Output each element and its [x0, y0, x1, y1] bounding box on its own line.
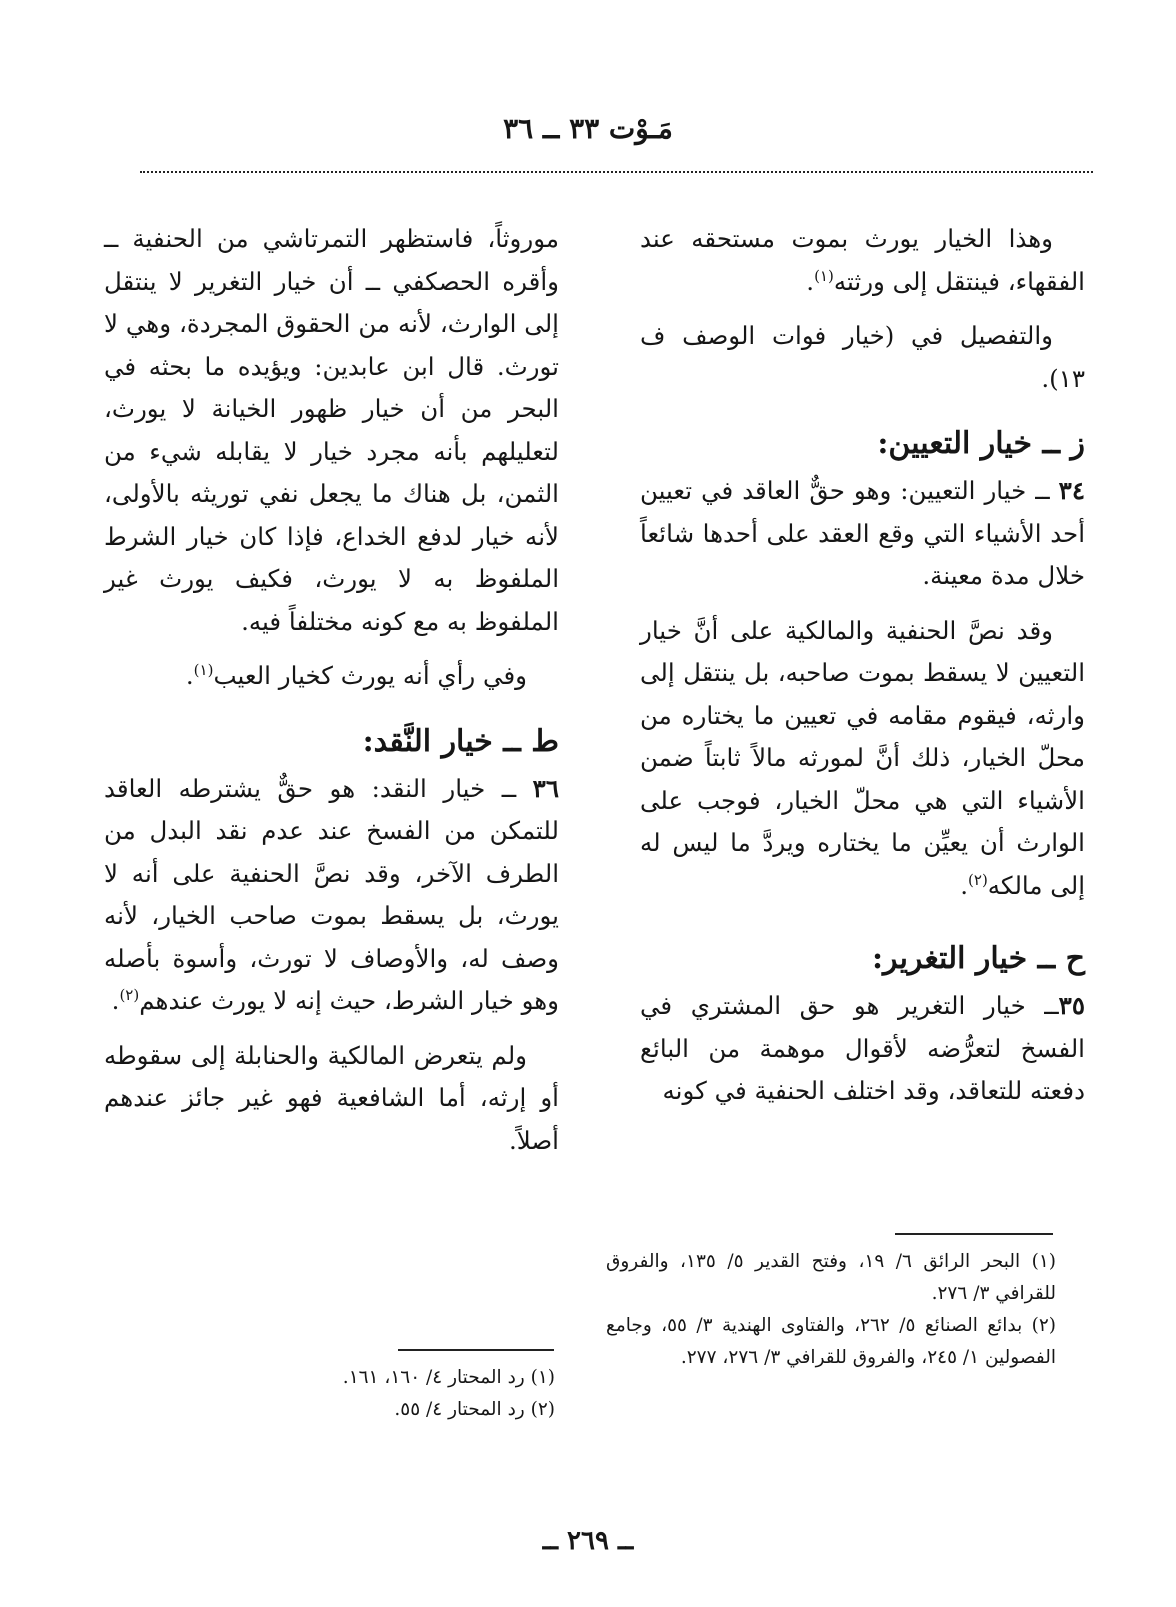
- paragraph-text: وهذا الخيار يورث بموت مستحقه عند الفقهاء، فينتقل إلى ورثته: [640, 224, 1085, 296]
- paragraph: [640, 218, 1085, 303]
- footnote: (٢) رد المحتار ٤/ ٥٥.: [394, 1399, 555, 1420]
- paragraph-text: ــ خيار التعيين: وهو حقٌّ العاقد في تعيين أحد الأشياء التي وقع العقد على أحدها شائعاً خلال مدة معينة.: [640, 476, 1085, 590]
- footnote-rule: [895, 1233, 1053, 1235]
- footnote-ref: (٢): [119, 985, 140, 1004]
- paragraph-text: ــ خيار النقد: هو حقٌّ يشترطه العاقد للتمكن من الفسخ عند عدم نقد البدل من الطرف الآخر، وقد نصَّ الحنفية على أنه لا يورث، بل يسقط بموت صاحب الخيار، لأنه وصف له، والأوصاف لا تورث، وأسوة بأصله وهو خيار الشرط، حيث إنه لا يورث عندهم: [104, 773, 559, 1015]
- section-heading: ط ــ خيار النَّقد:: [362, 723, 559, 759]
- paragraph-end: .: [806, 266, 815, 296]
- paragraph: والتفصيل في (خيار فوات الوصف ف ١٣).: [640, 321, 1085, 393]
- numbered-paragraph: [640, 470, 1085, 598]
- paragraph-end: .: [185, 661, 194, 690]
- paragraph-end: .: [111, 986, 120, 1015]
- paragraph: ولم يتعرض المالكية والحنابلة إلى سقوطه أو إرثه، أما الشافعية فهو غير جائز عندهم أصلاً.: [104, 1040, 559, 1155]
- paragraph-text: وفي رأي أنه يورث كخيار العيب: [213, 661, 527, 690]
- section-heading: ز ــ خيار التعيين:: [877, 426, 1085, 461]
- footnote: (١) رد المحتار ٤/ ١٦٠، ١٦١.: [342, 1367, 555, 1388]
- page-number: ــ ٢٦٩ ــ: [542, 1526, 634, 1556]
- paragraph-text: ــ خيار التغرير هو حق المشتري في الفسخ لتعرُّضه لأقوال موهمة من البائع دفعته للتعاقد، وقد اختلف الحنفية في كونه: [640, 991, 1085, 1105]
- section-heading: ح ــ خيار التغرير:: [871, 941, 1085, 976]
- paragraph-end: .: [960, 870, 969, 900]
- paragraph: موروثاً، فاستظهر التمرتاشي من الحنفية ــ وأقره الحصكفي ــ أن خيار التغرير لا ينتقل إلى الوارث، لأنه من الحقوق المجردة، وهي لا تورث. قال ابن عابدين: ويؤيده ما بحثه في البحر من أن خيار ظهور الخيانة لا يورث، لتعليلهم بأنه مجرد خيار لا يقابله شيء من الثمن، بل هناك ما يجعل نفي توريثه بالأولى، لأنه خيار لدفع الخداع، فإذا كان خيار الشرط الملفوظ به لا يورث، فكيف يورث غير الملفوظ به مع كونه مختلفاً فيه.: [104, 224, 559, 636]
- footnote: (١) البحر الرائق ٦/ ١٩، وفتح القدير ٥/ ١٣٥، والفروق للقرافي ٣/ ٢٧٦.: [606, 1251, 1056, 1304]
- footnotes-right: [606, 1246, 1056, 1374]
- left-column: [104, 218, 559, 1174]
- footnote: (٢) بدائع الصنائع ٥/ ٢٦٢، والفتاوى الهندية ٣/ ٥٥، وجامع الفصولين ١/ ٢٤٥، والفروق للقرافي ٣/ ٢٧٦، ٢٧٧.: [606, 1315, 1056, 1368]
- footnotes-left: [300, 1362, 555, 1426]
- header-dotted-rule: [140, 171, 1093, 173]
- paragraph-text: وقد نصَّ الحنفية والمالكية على أنَّ خيار التعيين لا يسقط بموت صاحبه، بل ينتقل إلى وارثه، فيقوم مقامه في تعيين ما يختاره من محلّ الخيار، ذلك أنَّ لمورثه مالاً ثابتاً ضمن الأشياء التي هي محلّ الخيار، فوجب على الوارث أن يعيِّن ما يختاره ويردَّ ما ليس له إلى مالكه: [640, 615, 1085, 900]
- running-header: مَـوْت ٣٣ ــ ٣٦: [503, 112, 673, 145]
- paragraph-number: ٣٥: [1058, 991, 1085, 1020]
- paragraph: [640, 610, 1085, 908]
- footnote-rule: [398, 1349, 554, 1351]
- footnote-ref: (٢): [968, 870, 988, 889]
- paragraph-number: ٣٤: [1058, 476, 1085, 505]
- paragraph-number: ٣٦: [532, 773, 559, 803]
- numbered-paragraph: [640, 985, 1085, 1113]
- numbered-paragraph: [104, 768, 559, 1023]
- footnote-ref: (١): [814, 266, 834, 285]
- paragraph: [104, 655, 559, 698]
- footnote-ref: (١): [193, 660, 214, 679]
- right-column: [640, 218, 1085, 1125]
